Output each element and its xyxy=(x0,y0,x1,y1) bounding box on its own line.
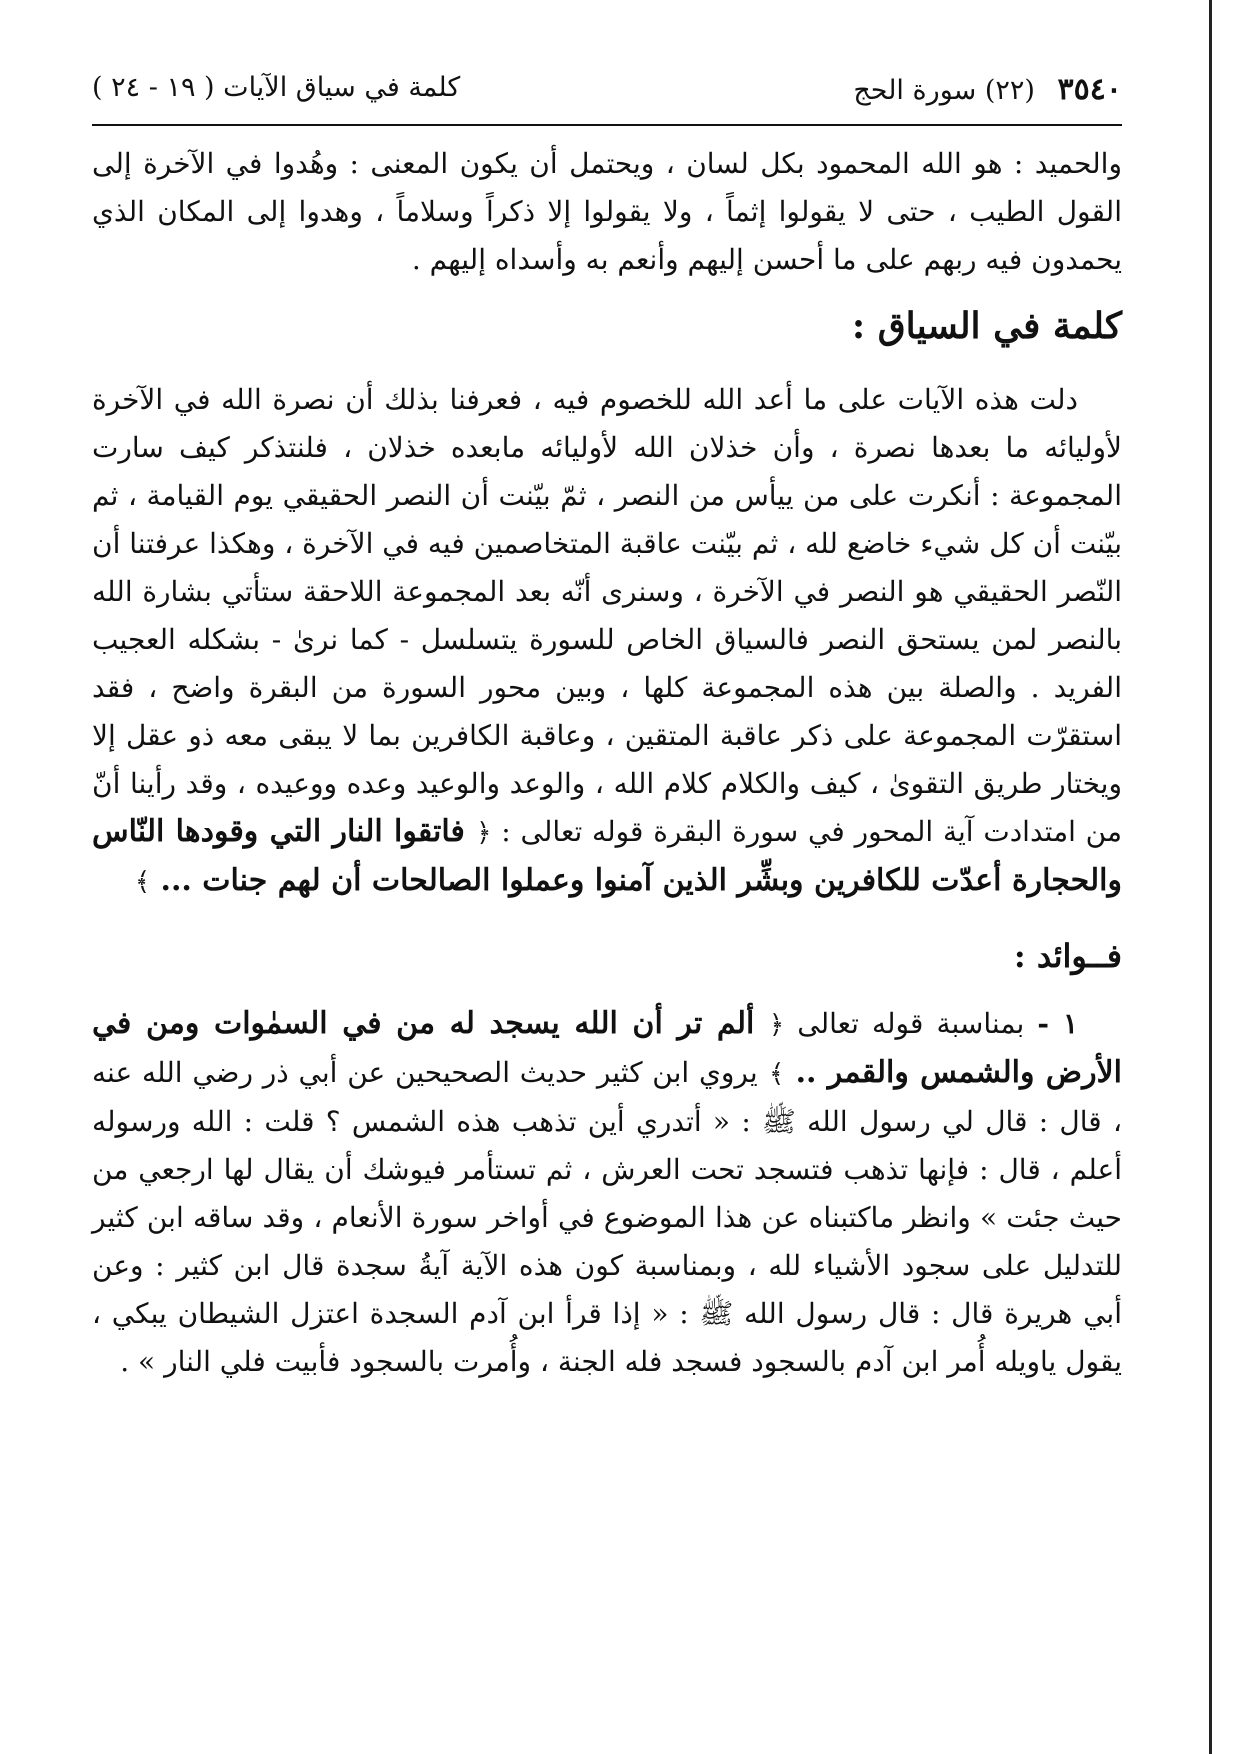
page-number: ٣٥٤٠ xyxy=(1057,72,1122,107)
benefit-number: ١ - xyxy=(1037,1007,1078,1040)
context-paragraph-text: دلت هذه الآيات على ما أعد الله للخصوم فيه ، فعرفنا بذلك أن نصرة الله في الآخرة لأوليائه ما بعدها نصرة ، وأن خذلان الله لأوليائه مابعده خذلان ، فلنتذكر كيف سارت المجموعة : أنكرت على من ييأس من النصر ، ثمّ بيّنت أن النصر الحقيقي يوم القيامة ، ثم بيّنت أن كل شيء خاضع لله ، ثم بيّنت عاقبة المتخاصمين فيه في الآخرة ، وهكذا عرفتنا أن النّصر الحقيقي هو النصر في الآخرة ، وسنرى أنّه بعد المجموعة اللاحقة ستأتي بشارة الله بالنصر لمن يستحق النصر فالسياق الخاص للسورة يتسلسل - كما نرىٰ - بشكله العجيب الفريد . والصلة بين هذه المجموعة كلها ، وبين محور السورة من البقرة واضح ، فقد استقرّت المجموعة على ذكر عاقبة المتقين ، وعاقبة الكافرين بما لا يبقى معه ذو عقل إلا ويختار طريق التقوىٰ ، كيف والكلام كلام الله ، والوعد والوعيد وعده ووعيده ، وقد رأينا أنّ من امتدادت آية المحور في سورة البقرة قوله تعالى : xyxy=(92,383,1122,848)
quran-verse-text: ألم تر أن الله يسجد له من في السمٰوات ومن في الأرض والشمس والقمر .. xyxy=(92,1006,1123,1090)
page-edge-rule xyxy=(1209,0,1212,1754)
section-heading-context: كلمة في السياق : xyxy=(851,305,1122,347)
page-body xyxy=(92,140,1122,1386)
context-paragraph xyxy=(92,376,1122,906)
quote-open-ornament: ﴿ xyxy=(476,818,492,848)
benefit-body: يروي ابن كثير حديث الصحيحين عن أبي ذر رضي الله عنه ، قال : قال لي رسول الله ﷺ : « أتدري أين تذهب هذه الشمس ؟ قلت : الله ورسوله أعلم ، قال : فإنها تذهب فتسجد تحت العرش ، ثم تستأمر فيوشك أن يقال لها ارجعي من حيث جئت » وانظر ماكتبناه عن هذا الموضوع في أواخر سورة الأنعام ، وقد ساقه ابن كثير للتدليل على سجود الأشياء لله ، وبمناسبة كون هذه الآية آيةُ سجدة قال ابن كثير : وعن أبي هريرة قال : قال رسول الله ﷺ : « إذا قرأ ابن آدم السجدة اعتزل الشيطان يبكي ، يقول ياويله أُمر ابن آدم بالسجود فسجد فله الجنة ، وأُمرت بالسجود فأبيت فلي النار » . xyxy=(92,1056,1122,1378)
quote-close-ornament: ﴾ xyxy=(769,1059,785,1089)
quote-open-ornament: ﴿ xyxy=(768,1010,785,1040)
benefit-intro: بمناسبة قوله تعالى xyxy=(797,1007,1025,1040)
running-title: كلمة في سياق الآيات ( ١٩ - ٢٤ ) xyxy=(92,72,461,103)
quran-verse-text: فاتقوا النار التي وقودها النّاس والحجارة أعدّت للكافرين وبشِّر الذين آمنوا وعملوا الصالحات أن لهم جنات ... xyxy=(92,814,1122,898)
benefit-item-1 xyxy=(92,1000,1122,1386)
header-divider xyxy=(92,124,1122,126)
quote-close-ornament: ﴾ xyxy=(134,867,151,897)
header-page-and-surah xyxy=(853,72,1122,107)
surah-name: (٢٢) سورة الحج xyxy=(853,75,1035,106)
intro-paragraph: والحميد : هو الله المحمود بكل لسان ، ويحتمل أن يكون المعنى : وهُدوا في الآخرة إلى القول الطيب ، حتى لا يقولوا إثماً ، ولا يقولوا إلا ذكراً وسلاماً ، وهدوا إلى المكان الذي يحمدون فيه ربهم على ما أحسن إليهم وأنعم به وأسداه إليهم . xyxy=(92,147,1122,276)
running-header xyxy=(92,68,1122,118)
section-heading-benefits: فــوائد : xyxy=(1013,937,1122,975)
